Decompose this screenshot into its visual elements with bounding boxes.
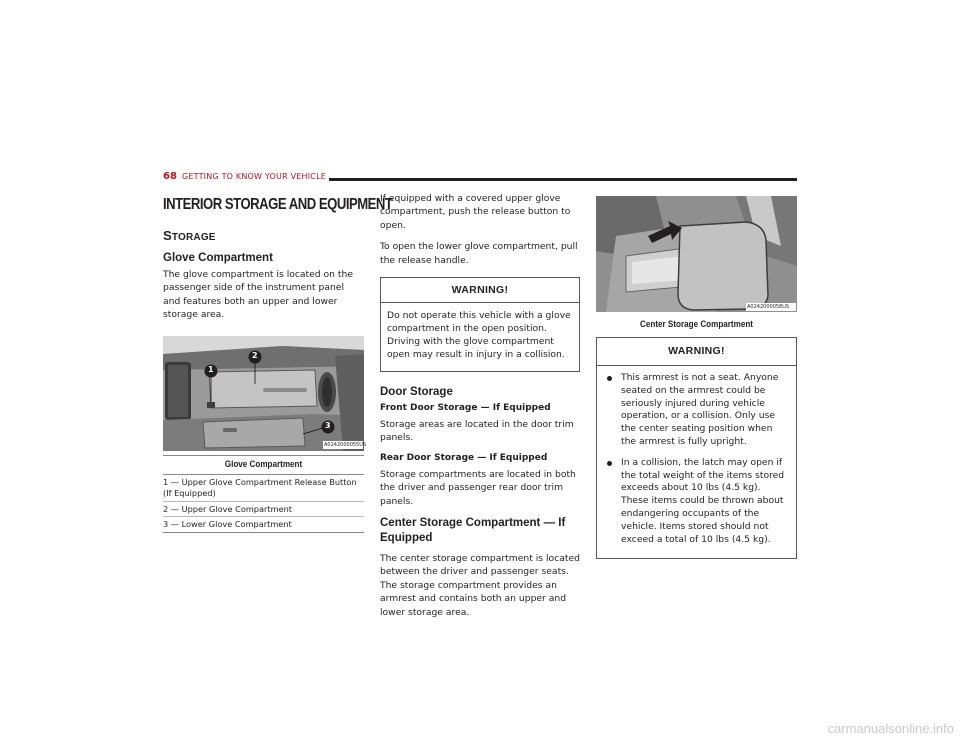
column-3	[596, 196, 797, 573]
watermark: carmanualsonline.info	[827, 721, 954, 736]
figure-code: A0242000055US	[324, 441, 367, 448]
glove-heading: Glove Compartment	[163, 252, 273, 264]
front-door-heading: Front Door Storage — If Equipped	[380, 403, 551, 414]
glove-text: The glove compartment is located on the passenger side of the instrument panel and features both an upper and lower storage area.	[163, 269, 353, 321]
warning-title: WARNING!	[597, 338, 796, 366]
center-storage-heading: Center Storage Compartment — If Equipped	[380, 517, 566, 545]
warning-box	[380, 277, 580, 372]
center-storage-text: The center storage compartment is located between the driver and passenger seats. The storage compartment provides an armrest and contains both an upper and lower storage area.	[380, 553, 580, 618]
callout-1: 1	[208, 364, 214, 374]
warning-box	[596, 337, 797, 559]
column-1	[163, 192, 393, 533]
legend-item: 1 — Upper Glove Compartment Release Button (If Equipped)	[163, 475, 364, 502]
storage-heading: STORAGE	[163, 228, 216, 243]
header-rule	[329, 178, 797, 181]
callout-3: 3	[325, 420, 331, 430]
page-header	[163, 171, 797, 185]
figure-caption: Glove Compartment	[224, 458, 303, 469]
legend-item: 3 — Lower Glove Compartment	[163, 517, 364, 533]
figure-caption: Center Storage Compartment	[640, 319, 753, 329]
door-storage-heading: Door Storage	[380, 386, 453, 399]
front-door-text: Storage areas are located in the door trim panels.	[380, 419, 574, 444]
warning-item-text: In a collision, the latch may open if the total weight of the items stored exceeds about 10 lbs (4.5 kg). These items could be thrown about endangering occupants of the vehicle. Items stored should not exceed a total of 10 lbs (4.5 kg).	[621, 456, 785, 545]
center-storage-figure	[596, 196, 797, 316]
bullet-icon	[607, 376, 612, 381]
chapter-title: INTERIOR STORAGE AND EQUIPMENT	[163, 196, 393, 213]
rear-door-heading: Rear Door Storage — If Equipped	[380, 452, 548, 463]
paragraph-release-handle: To open the lower glove compartment, pull the release handle.	[380, 241, 578, 266]
paragraph-release-button: If equipped with a covered upper glove compartment, push the release button to open.	[380, 193, 571, 231]
glove-compartment-illustration	[163, 336, 367, 451]
callout-2: 2	[252, 350, 258, 360]
warning-text: Do not operate this vehicle with a glove compartment in the open position. Driving with the glove compartment open may result in injury in a collision.	[387, 310, 571, 361]
section-title: GETTING TO KNOW YOUR VEHICLE	[182, 172, 326, 181]
bullet-icon	[607, 461, 612, 466]
warning-title: WARNING!	[381, 278, 579, 303]
center-storage-illustration	[596, 196, 797, 312]
warning-item-text: This armrest is not a seat. Anyone seated on the armrest could be seriously injured during vehicle operation, or a collision. Only use the center seating position when the armrest is fully upright.	[621, 372, 779, 447]
rear-door-text: Storage compartments are located in both the driver and passenger rear door trim panels.	[380, 468, 576, 507]
warning-item	[607, 372, 788, 449]
glove-compartment-figure	[163, 336, 367, 456]
page-number: 68	[163, 171, 177, 182]
figure-legend	[163, 474, 364, 533]
warning-item	[607, 457, 788, 547]
figure-code: A0242000058US	[747, 304, 790, 310]
column-2	[380, 192, 580, 627]
legend-item: 2 — Upper Glove Compartment	[163, 502, 364, 518]
